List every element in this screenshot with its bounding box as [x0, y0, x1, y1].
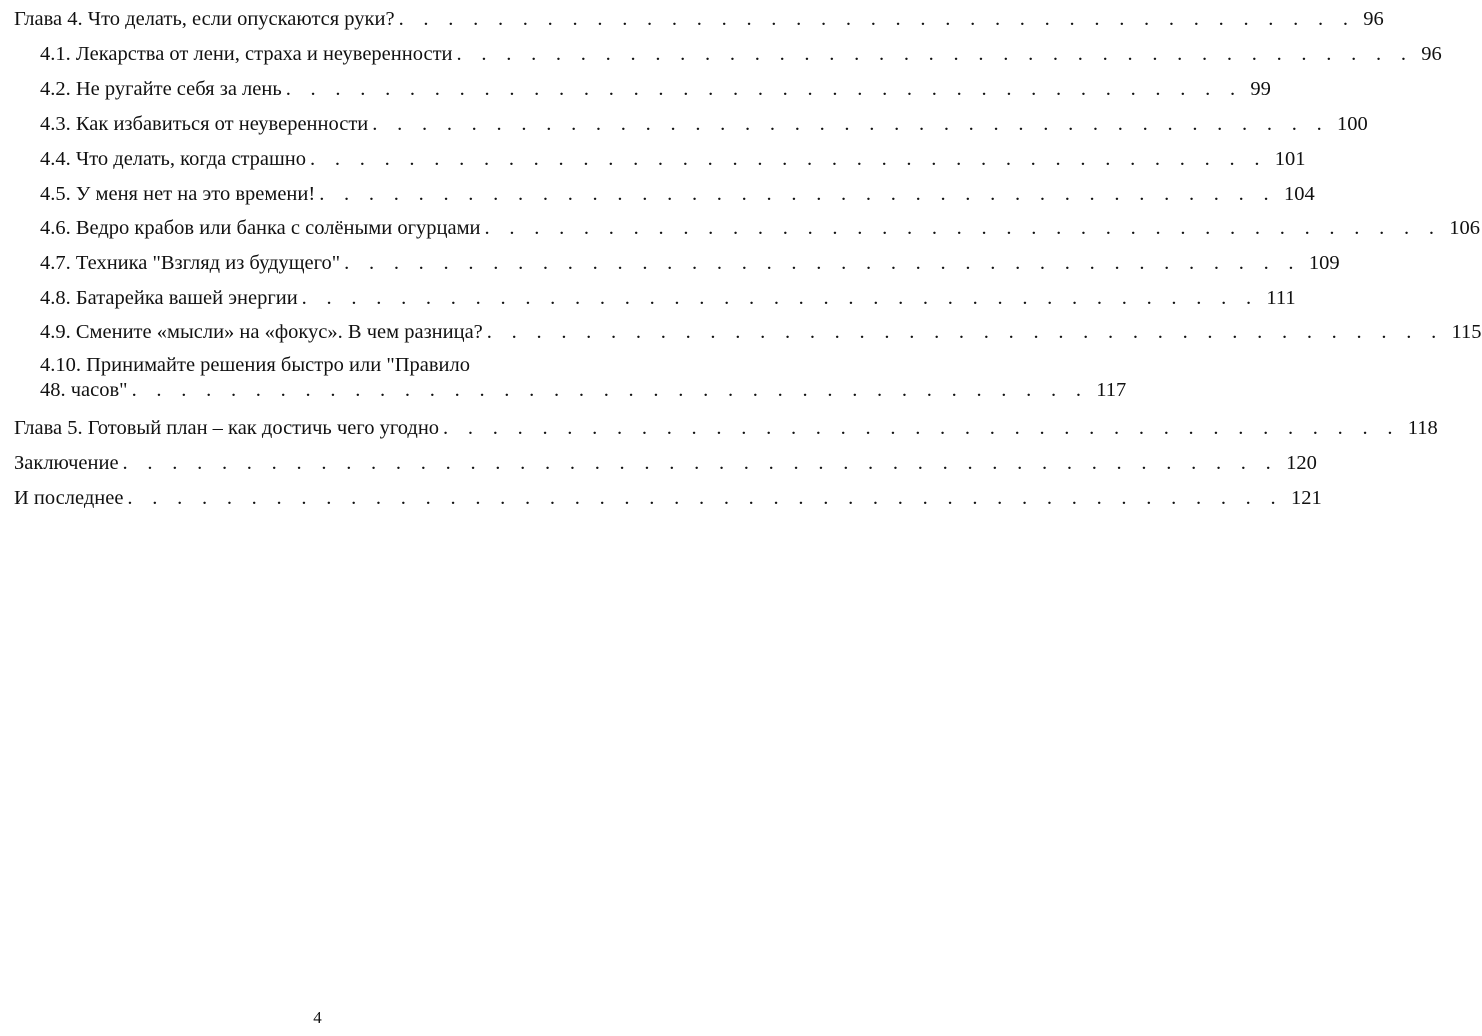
toc-entry-page: 111 [1266, 287, 1296, 309]
toc-entry-4-10-title-line1[interactable]: 4.10. Принимайте решения быстро или "Правило [40, 354, 470, 376]
toc-entry-title: 4.1. Лекарства от лени, страха и неуверенности [40, 43, 453, 65]
toc-entry-page: 118 [1407, 417, 1438, 439]
toc-entry-page: 120 [1286, 452, 1317, 474]
page-number: 4 [313, 1008, 322, 1027]
toc-entry-page: 106 [1449, 217, 1480, 239]
toc-entry-4-4[interactable] [40, 147, 1306, 172]
dot-leader: . . . . . . . . . . . . . . . . . . . . . . . . . . . . . . . . . . . . . . . [131, 379, 1089, 401]
toc-entry-title: 4.3. Как избавиться от неуверенности [40, 113, 369, 135]
toc-entry-4-10[interactable] [40, 378, 1127, 403]
dot-leader: . . . . . . . . . . . . . . . . . . . . . . . . . . . . . . . . . . . . . . . [456, 43, 1414, 65]
toc-entry-4-2[interactable] [40, 77, 1271, 102]
toc-entry-chapter-5[interactable] [14, 416, 1438, 441]
toc-entry-page: 115 [1451, 321, 1482, 343]
dot-leader: . . . . . . . . . . . . . . . . . . . . . . . . . . . . . . . . . . . . . . . . . . . . . . . [127, 487, 1283, 509]
dot-leader: . . . . . . . . . . . . . . . . . . . . . . . . . . . . . . . . . . . . . . . [319, 183, 1276, 205]
toc-entry-page: 109 [1308, 252, 1340, 274]
toc-entry-4-1[interactable] [40, 42, 1442, 67]
toc-entry-page: 96 [1363, 8, 1384, 30]
dot-leader: . . . . . . . . . . . . . . . . . . . . . . . . . . . . . . . . . . . . . . . [398, 8, 1356, 30]
toc-entry-4-7[interactable] [40, 251, 1340, 276]
toc-entry-title: 4.6. Ведро крабов или банка с солёными огурцами [40, 217, 481, 239]
toc-entry-title: 4.5. У меня нет на это времени! [40, 183, 316, 205]
toc-entry-title: 4.2. Не ругайте себя за лень [40, 78, 282, 100]
toc-entry-4-5[interactable] [40, 182, 1315, 207]
dot-leader: . . . . . . . . . . . . . . . . . . . . . . . . . . . . . . . . . . . . . . . [285, 78, 1243, 100]
dot-leader: . . . . . . . . . . . . . . . . . . . . . . . . . . . . . . . . . . . . . . . . . . . . . . . [122, 452, 1279, 474]
toc-entry-page: 96 [1421, 43, 1442, 65]
dot-leader: . . . . . . . . . . . . . . . . . . . . . . . . . . . . . . . . . . . . . . . [372, 113, 1330, 135]
toc-entry-title: 4.9. Смените «мысли» на «фокус». В чем разница? [40, 321, 483, 343]
toc-entry-page: 101 [1274, 148, 1306, 170]
toc-entry-page: 117 [1096, 379, 1127, 401]
toc-entry-title: Глава 4. Что делать, если опускаются руки? [14, 8, 395, 30]
toc-entry-page: 99 [1250, 78, 1271, 100]
toc-entry-chapter-4[interactable] [14, 7, 1384, 32]
dot-leader: . . . . . . . . . . . . . . . . . . . . . . . . . . . . . . . . . . . . . . . [301, 287, 1259, 309]
toc-entry-last[interactable] [14, 486, 1322, 511]
toc-entry-title: 4.7. Техника "Взгляд из будущего" [40, 252, 341, 274]
toc-entry-page: 100 [1337, 113, 1368, 135]
toc-entry-page: 104 [1283, 183, 1315, 205]
toc-entry-title: 4.4. Что делать, когда страшно [40, 148, 307, 170]
toc-entry-title: Заключение [14, 452, 119, 474]
dot-leader: . . . . . . . . . . . . . . . . . . . . . . . . . . . . . . . . . . . . . . . [484, 217, 1442, 239]
toc-entry-title: 48. часов" [40, 379, 128, 401]
toc-entry-conclusion[interactable] [14, 451, 1317, 476]
dot-leader: . . . . . . . . . . . . . . . . . . . . . . . . . . . . . . . . . . . . . . . [310, 148, 1267, 170]
toc-entry-4-9[interactable] [40, 320, 1482, 345]
dot-leader: . . . . . . . . . . . . . . . . . . . . . . . . . . . . . . . . . . . . . . . [443, 417, 1400, 439]
toc-entry-page: 121 [1290, 487, 1322, 509]
toc-entry-title: Глава 5. Готовый план – как достичь чего угодно [14, 417, 440, 439]
toc-entry-4-6[interactable] [40, 216, 1480, 241]
dot-leader: . . . . . . . . . . . . . . . . . . . . . . . . . . . . . . . . . . . . . . . [344, 252, 1301, 274]
toc-entry-title: 4.8. Батарейка вашей энергии [40, 287, 298, 309]
toc-entry-4-3[interactable] [40, 112, 1368, 137]
toc-entry-title: И последнее [14, 487, 124, 509]
dot-leader: . . . . . . . . . . . . . . . . . . . . . . . . . . . . . . . . . . . . . . . [486, 321, 1444, 343]
toc-entry-4-8[interactable] [40, 286, 1296, 311]
